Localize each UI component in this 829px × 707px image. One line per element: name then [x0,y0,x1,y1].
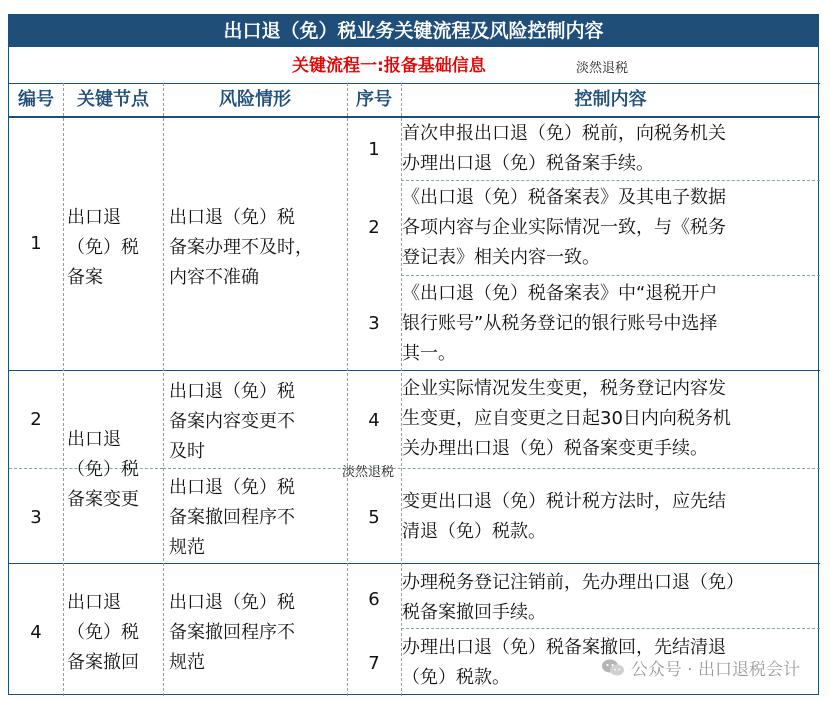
control-content [402,568,820,628]
risk-cell [169,473,295,563]
risk-line: 备案撤回程序不 [169,507,295,528]
wechat-account-label: 公众号 · 出口退税会计 [630,660,800,680]
control-line: 生变更，应自变更之日起30日内向税务机 [402,408,731,429]
key-node-line: （免）税 [67,237,139,258]
risk-line: 及时 [169,441,205,462]
row-no: 1 [30,233,42,254]
control-line: 各项内容与企业实际情况一致，与《税务 [402,217,726,238]
key-node-line: 备案 [67,267,103,288]
key-node-line: 出口退 [67,592,121,613]
control-line: 关办理出口退（免）税备案变更手续。 [402,438,708,459]
control-line: 《出口退（免）税备案表》中“退税开户 [402,283,718,304]
section-subtitle: 关键流程一:报备基础信息 [292,56,486,76]
header-risk: 风险情形 [219,89,291,110]
control-content [402,374,820,464]
key-node-line: （免）税 [67,622,139,643]
risk-cell [169,588,295,678]
col-rule-2 [163,83,164,696]
control-line: 办理出口退（免）税备案撤回，先结清退 [402,637,726,658]
seq-number: 5 [368,507,380,528]
risk-line: 备案办理不及时， [169,237,313,258]
seq-number: 2 [368,217,380,238]
control-line: 办理出口退（免）税备案手续。 [402,153,654,174]
control-content [402,487,820,547]
control-line: 企业实际情况发生变更，税务登记内容发 [402,378,726,399]
control-line: （免）税款。 [402,667,510,688]
wechat-icon [601,658,625,678]
risk-cell [169,377,295,467]
risk-line: 内容不准确 [169,267,259,288]
control-line: 变更出口退（免）税计税方法时，应先结 [402,491,726,512]
subtitle-row [9,47,818,83]
seq-number: 3 [368,313,380,334]
risk-line: 出口退（免）税 [169,592,295,613]
key-node-line: 备案撤回 [67,652,139,673]
risk-line: 备案撤回程序不 [169,622,295,643]
risk-line: 出口退（免）税 [169,381,295,402]
risk-line: 规范 [169,537,205,558]
top-watermark: 淡然退税 [576,61,629,76]
seq-number: 4 [368,410,380,431]
key-node-cell [67,588,139,678]
wechat-watermark [601,655,800,680]
risk-line: 出口退（免）税 [169,207,295,228]
control-line: 银行账号”从税务登记的银行账号中选择 [402,313,718,334]
control-content [402,183,820,273]
rule-group1 [9,370,820,371]
header-no: 编号 [18,89,54,110]
row-no: 3 [30,507,42,528]
row-no: 2 [30,409,42,430]
mid-watermark: 淡然退税 [342,465,395,480]
control-line: 税备案撤回手续。 [402,602,546,623]
header-control: 控制内容 [574,89,647,110]
rule-group3 [9,563,820,564]
key-node-cell [67,203,139,293]
rule-top [9,83,820,84]
control-content [402,119,820,179]
risk-line: 出口退（免）税 [169,477,295,498]
seq-number: 7 [368,653,380,674]
control-content [402,279,820,369]
key-node-line: 出口退 [67,207,121,228]
control-line: 登记表》相关内容一致。 [402,247,600,268]
col-rule-1 [63,83,64,696]
control-line: 清退（免）税款。 [402,521,546,542]
seq-number: 6 [368,589,380,610]
control-line: 办理税务登记注销前，先办理出口退（免） [402,572,744,593]
seq-number: 1 [368,139,380,160]
header-node: 关键节点 [77,89,149,110]
rule-row2 [401,275,820,276]
rule-row1 [401,180,820,181]
header-seq: 序号 [356,89,392,110]
key-node-line: 备案变更 [67,489,139,510]
key-node-line: （免）税 [67,459,139,480]
key-node-line: 出口退 [67,429,121,450]
row-no: 4 [30,622,42,643]
control-line: 其一。 [402,343,456,364]
table-frame [8,14,819,695]
risk-line: 规范 [169,652,205,673]
control-line: 首次申报出口退（免）税前，向税务机关 [402,123,726,144]
key-node-cell [67,425,139,515]
risk-line: 备案内容变更不 [169,411,295,432]
risk-cell [169,203,313,293]
rule-header [9,116,820,118]
control-line: 《出口退（免）税备案表》及其电子数据 [402,187,726,208]
rule-row4 [163,468,820,469]
page-title: 出口退（免）税业务关键流程及风险控制内容 [9,15,818,47]
rule-row6 [401,628,820,629]
